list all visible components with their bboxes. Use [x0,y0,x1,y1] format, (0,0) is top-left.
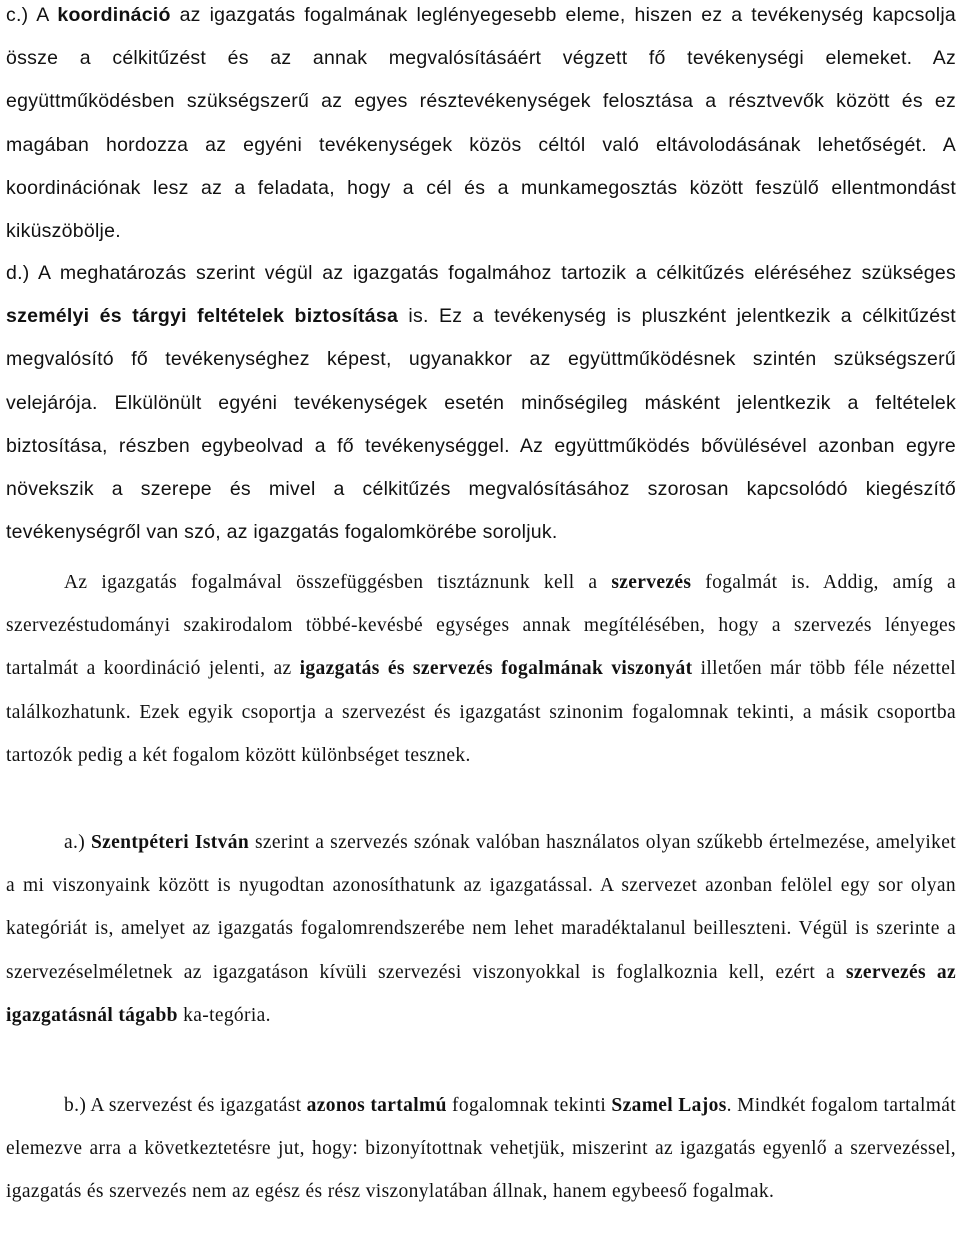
paragraph-conditions [6,252,956,554]
paragraph-text: . Mindkét fogalom tartalmát elemezve arra a következtetésre jut, hogy: bizonyítottnak vehetjük, miszerint az igazgatás egyenlő a szervezéssel, igazgatás és szervezés nem az egész és rész viszonylatában állnak, hanem egybeeső fogalmak. [6,1095,956,1203]
bold-term: szervezés az igazgatásnál tágabb [6,961,956,1026]
paragraph-text: fogalmát is. Addig, amíg a szervezéstudományi szakirodalom többé-kevésbé egységes annak megítélésében, hogy a szervezés lényeges tartalmát a koordináció jelenti, az [6,572,956,680]
paragraph-organization [6,561,956,777]
paragraph-text: Az igazgatás fogalmával összefüggésben tisztáznunk kell a [64,572,612,593]
paragraph-text: az igazgatás fogalmának leglényegesebb eleme, hiszen ez a tevékenység kapcsolja össze a célkitűzést és az annak megvalósításáért végzett fő tevékenységi elemeket. Az együttműködésben szükségszerű az egyes résztevékenységek felosztása a résztvevők között és ez magában hordozza az egyéni tevékenységek közös céltól való eltávolodásának lehetőségét. A koordinációnak lesz az a feladata, hogy a cél és a munkamegosztás között feszülő ellentmondást kiküszöbölje. [6,4,956,243]
bold-term: személyi és tárgyi feltételek biztosítása [6,305,399,328]
paragraph-coordination [6,0,956,253]
bold-term: azonos tartalmú [306,1095,447,1116]
paragraph-text: ka-tegória. [177,1004,271,1026]
paragraph-text: illetően már több féle nézettel találkozhatunk. Ezek egyik csoportja a szervezést és igazgatást szinonim fogalomnak tekinti, a másik csoportba tartozók pedig a két fogalom között különbséget tesznek. [6,658,956,766]
paragraph-text: c.) A [6,4,58,26]
document-page [6,0,956,1252]
paragraph-text: a.) [64,832,91,853]
paragraph-szentpeteri [6,821,956,1037]
paragraph-text: d.) A meghatározás szerint végül az igazgatás fogalmához tartozik a célkitűzés eléréséhez szükséges [6,262,956,284]
bold-term: Szamel Lajos [611,1095,727,1116]
paragraph-text: fogalomnak tekinti [446,1095,612,1116]
bold-term: szervezés [611,572,692,593]
paragraph-text: is. Ez a tevékenység is pluszként jelentkezik a célkitűzést megvalósító fő tevékenységhez képest, ugyanakkor az együttműködésnek szintén szükségszerű velejárója. Elkülönült egyéni tevékenységek esetén minőségileg másként jelentkezik a feltételek biztosítása, részben egybeolvad a fő tevékenységgel. Az együttműködés bővülésével azonban egyre növekszik a szerepe és mivel a célkitűzés megvalósításához szorosan kapcsolódó kiegészítő tevékenységről van szó, az igazgatás fogalomkörébe soroljuk. [6,305,956,544]
paragraph-text: b.) A szervezést és igazgatást [64,1095,307,1116]
paragraph-szamel [6,1084,956,1214]
bold-term: igazgatás és szervezés fogalmának viszonyát [299,658,693,680]
bold-term: koordináció [57,4,171,26]
bold-term: Szentpéteri István [90,832,250,853]
paragraph-text: szerint a szervezés szónak valóban használatos olyan szűkebb értelmezése, amelyiket a mi viszonyaink között is nyugodtan azonosíthatunk az igazgatással. A szervezet azonban felölel egy sor olyan kategóriát is, amelyet az igazgatás fogalomrendszerébe nem lehet maradéktalanul beilleszteni. Végül is szerinte a szervezéselméletnek az igazgatáson kívüli szervezési viszonyokkal is foglalkoznia kell, ezért a [6,832,956,983]
